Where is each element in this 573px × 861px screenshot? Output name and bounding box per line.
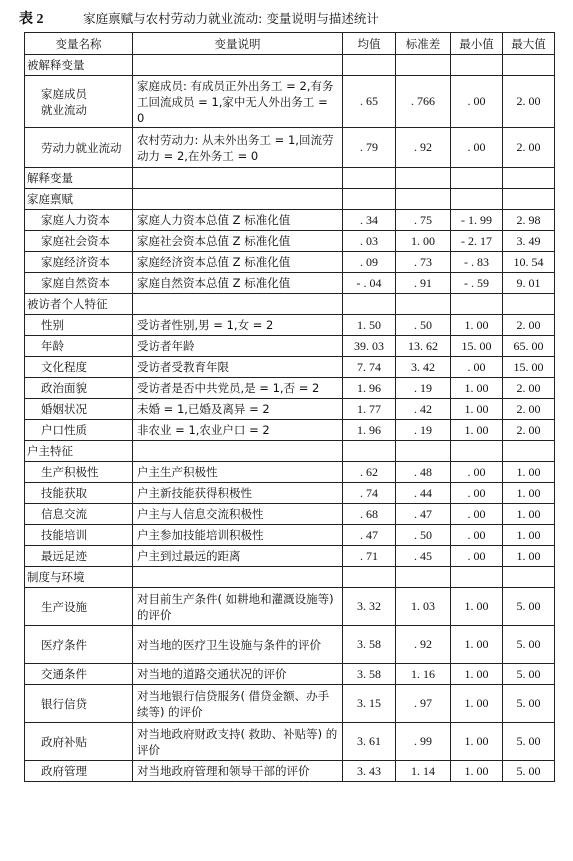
table-caption — [19, 8, 379, 28]
max-value: 5. 00 — [503, 685, 555, 723]
variable-description: 受访者是否中共党员,是 = 1,否 = 2 — [133, 378, 343, 399]
category-row — [25, 55, 555, 76]
min-value: . 00 — [451, 546, 503, 567]
variable-description: 户主与人信息交流积极性 — [133, 504, 343, 525]
min-value: 1. 00 — [451, 685, 503, 723]
table-row — [25, 273, 555, 294]
empty-cell — [451, 168, 503, 189]
mean-value: . 74 — [343, 483, 396, 504]
sd-value: . 42 — [396, 399, 451, 420]
max-value: 5. 00 — [503, 664, 555, 685]
variable-name: 银行信贷 — [25, 685, 133, 723]
table-row — [25, 525, 555, 546]
min-value: - . 59 — [451, 273, 503, 294]
min-value: 1. 00 — [451, 723, 503, 761]
sd-value: . 19 — [396, 420, 451, 441]
variable-name: 家庭经济资本 — [25, 252, 133, 273]
max-value: 3. 49 — [503, 231, 555, 252]
mean-value: 3. 58 — [343, 664, 396, 685]
max-value: 9. 01 — [503, 273, 555, 294]
col-header-min: 最小值 — [451, 33, 503, 55]
variable-description: 对当地政府管理和领导干部的评价 — [133, 761, 343, 782]
min-value: . 00 — [451, 462, 503, 483]
variable-name: 技能培训 — [25, 525, 133, 546]
mean-value: 3. 32 — [343, 588, 396, 626]
mean-value: 1. 50 — [343, 315, 396, 336]
empty-cell — [451, 567, 503, 588]
variable-name: 最远足迹 — [25, 546, 133, 567]
sd-value: . 99 — [396, 723, 451, 761]
variable-description: 对目前生产条件( 如耕地和灌溉设施等) 的评价 — [133, 588, 343, 626]
mean-value: . 47 — [343, 525, 396, 546]
empty-cell — [396, 168, 451, 189]
variable-name: 交通条件 — [25, 664, 133, 685]
max-value: 2. 00 — [503, 315, 555, 336]
max-value: 2. 00 — [503, 76, 555, 128]
mean-value: 3. 61 — [343, 723, 396, 761]
mean-value: 3. 43 — [343, 761, 396, 782]
mean-value: . 68 — [343, 504, 396, 525]
category-label: 被解释变量 — [25, 55, 133, 76]
sd-value: . 91 — [396, 273, 451, 294]
min-value: . 00 — [451, 128, 503, 168]
variable-name: 家庭成员 就业流动 — [25, 76, 133, 128]
category-label: 被访者个人特征 — [25, 294, 133, 315]
sd-value: . 97 — [396, 685, 451, 723]
sd-value: 13. 62 — [396, 336, 451, 357]
table-row — [25, 664, 555, 685]
table-row — [25, 76, 555, 128]
variable-description: 户主参加技能培训积极性 — [133, 525, 343, 546]
variable-name: 政府管理 — [25, 761, 133, 782]
table-row — [25, 483, 555, 504]
sd-value: . 48 — [396, 462, 451, 483]
empty-cell — [503, 168, 555, 189]
min-value: 1. 00 — [451, 761, 503, 782]
empty-cell — [133, 294, 343, 315]
variable-description: 对当地的医疗卫生设施与条件的评价 — [133, 626, 343, 664]
col-header-sd: 标准差 — [396, 33, 451, 55]
sd-value: . 92 — [396, 626, 451, 664]
empty-cell — [503, 567, 555, 588]
col-header-variable: 变量名称 — [25, 33, 133, 55]
max-value: 2. 00 — [503, 128, 555, 168]
mean-value: - . 04 — [343, 273, 396, 294]
variable-description: 受访者性别,男 = 1,女 = 2 — [133, 315, 343, 336]
variable-description: 对当地政府财政支持( 救助、补贴等) 的评价 — [133, 723, 343, 761]
min-value: 1. 00 — [451, 399, 503, 420]
mean-value: . 34 — [343, 210, 396, 231]
empty-cell — [451, 441, 503, 462]
sd-value: . 766 — [396, 76, 451, 128]
min-value: . 00 — [451, 76, 503, 128]
variable-name: 政治面貌 — [25, 378, 133, 399]
mean-value: 3. 58 — [343, 626, 396, 664]
empty-cell — [503, 189, 555, 210]
category-row — [25, 189, 555, 210]
table-row — [25, 336, 555, 357]
table-row — [25, 504, 555, 525]
table-row — [25, 231, 555, 252]
variable-description: 家庭成员: 有成员正外出务工 = 2,有务工回流成员 = 1,家中无人外出务工 = 0 — [133, 76, 343, 128]
table-row — [25, 462, 555, 483]
variable-description: 受访者年龄 — [133, 336, 343, 357]
empty-cell — [451, 55, 503, 76]
empty-cell — [343, 189, 396, 210]
table-row — [25, 588, 555, 626]
variable-description: 家庭社会资本总值 Z 标准化值 — [133, 231, 343, 252]
max-value: 1. 00 — [503, 546, 555, 567]
category-row — [25, 441, 555, 462]
empty-cell — [343, 294, 396, 315]
mean-value: 3. 15 — [343, 685, 396, 723]
sd-value: 1. 03 — [396, 588, 451, 626]
min-value: - 2. 17 — [451, 231, 503, 252]
min-value: 1. 00 — [451, 588, 503, 626]
variable-description: 户主到过最远的距离 — [133, 546, 343, 567]
max-value: 5. 00 — [503, 761, 555, 782]
empty-cell — [133, 168, 343, 189]
mean-value: 7. 74 — [343, 357, 396, 378]
min-value: . 00 — [451, 504, 503, 525]
variable-name: 年龄 — [25, 336, 133, 357]
empty-cell — [396, 294, 451, 315]
variable-description: 户主新技能获得积极性 — [133, 483, 343, 504]
mean-value: . 71 — [343, 546, 396, 567]
col-header-description: 变量说明 — [133, 33, 343, 55]
sd-value: . 44 — [396, 483, 451, 504]
header-row — [25, 33, 555, 55]
min-value: 1. 00 — [451, 664, 503, 685]
variable-name: 户口性质 — [25, 420, 133, 441]
variable-name: 家庭人力资本 — [25, 210, 133, 231]
sd-value: 1. 16 — [396, 664, 451, 685]
mean-value: 1. 96 — [343, 420, 396, 441]
table-row — [25, 420, 555, 441]
variable-description: 家庭经济资本总值 Z 标准化值 — [133, 252, 343, 273]
empty-cell — [396, 441, 451, 462]
max-value: 1. 00 — [503, 462, 555, 483]
variable-name: 文化程度 — [25, 357, 133, 378]
sd-value: 1. 00 — [396, 231, 451, 252]
max-value: 5. 00 — [503, 588, 555, 626]
empty-cell — [451, 189, 503, 210]
mean-value: . 09 — [343, 252, 396, 273]
min-value: 1. 00 — [451, 315, 503, 336]
table-row — [25, 761, 555, 782]
empty-cell — [343, 441, 396, 462]
table-row — [25, 252, 555, 273]
table-row — [25, 128, 555, 168]
col-header-max: 最大值 — [503, 33, 555, 55]
col-header-mean: 均值 — [343, 33, 396, 55]
variable-name: 婚姻状况 — [25, 399, 133, 420]
variable-name: 政府补贴 — [25, 723, 133, 761]
empty-cell — [133, 441, 343, 462]
sd-value: . 50 — [396, 525, 451, 546]
table-row — [25, 546, 555, 567]
table-row — [25, 685, 555, 723]
variable-name: 生产积极性 — [25, 462, 133, 483]
empty-cell — [133, 567, 343, 588]
max-value: 1. 00 — [503, 504, 555, 525]
min-value: - 1. 99 — [451, 210, 503, 231]
mean-value: 39. 03 — [343, 336, 396, 357]
max-value: 5. 00 — [503, 723, 555, 761]
variable-name: 劳动力就业流动 — [25, 128, 133, 168]
statistics-table — [24, 32, 555, 782]
table-row — [25, 210, 555, 231]
sd-value: 3. 42 — [396, 357, 451, 378]
mean-value: 1. 96 — [343, 378, 396, 399]
empty-cell — [343, 168, 396, 189]
table-row — [25, 626, 555, 664]
variable-name: 性别 — [25, 315, 133, 336]
min-value: . 00 — [451, 483, 503, 504]
variable-name: 家庭社会资本 — [25, 231, 133, 252]
category-label: 制度与环境 — [25, 567, 133, 588]
max-value: 1. 00 — [503, 483, 555, 504]
table-number: 表 2 — [19, 12, 44, 27]
max-value: 2. 98 — [503, 210, 555, 231]
empty-cell — [503, 441, 555, 462]
empty-cell — [396, 55, 451, 76]
min-value: 1. 00 — [451, 420, 503, 441]
table-row — [25, 357, 555, 378]
category-label: 家庭禀赋 — [25, 189, 133, 210]
empty-cell — [133, 55, 343, 76]
max-value: 5. 00 — [503, 626, 555, 664]
empty-cell — [396, 567, 451, 588]
table-row — [25, 399, 555, 420]
category-label: 解释变量 — [25, 168, 133, 189]
mean-value: . 03 — [343, 231, 396, 252]
empty-cell — [503, 55, 555, 76]
min-value: . 00 — [451, 525, 503, 546]
max-value: 2. 00 — [503, 399, 555, 420]
variable-description: 家庭自然资本总值 Z 标准化值 — [133, 273, 343, 294]
variable-name: 信息交流 — [25, 504, 133, 525]
sd-value: . 73 — [396, 252, 451, 273]
empty-cell — [343, 567, 396, 588]
empty-cell — [396, 189, 451, 210]
variable-name: 家庭自然资本 — [25, 273, 133, 294]
max-value: 15. 00 — [503, 357, 555, 378]
variable-description: 户主生产积极性 — [133, 462, 343, 483]
mean-value: . 62 — [343, 462, 396, 483]
min-value: 1. 00 — [451, 626, 503, 664]
min-value: - . 83 — [451, 252, 503, 273]
variable-description: 非农业 = 1,农业户口 = 2 — [133, 420, 343, 441]
sd-value: . 47 — [396, 504, 451, 525]
table-title: 家庭禀赋与农村劳动力就业流动: 变量说明与描述统计 — [83, 11, 379, 26]
sd-value: . 92 — [396, 128, 451, 168]
empty-cell — [451, 294, 503, 315]
variable-description: 受访者受教育年限 — [133, 357, 343, 378]
sd-value: . 50 — [396, 315, 451, 336]
category-row — [25, 567, 555, 588]
max-value: 2. 00 — [503, 378, 555, 399]
max-value: 2. 00 — [503, 420, 555, 441]
table-body — [25, 55, 555, 782]
variable-description: 家庭人力资本总值 Z 标准化值 — [133, 210, 343, 231]
category-row — [25, 294, 555, 315]
variable-name: 技能获取 — [25, 483, 133, 504]
min-value: 15. 00 — [451, 336, 503, 357]
category-label: 户主特征 — [25, 441, 133, 462]
variable-description: 农村劳动力: 从未外出务工 = 1,回流劳动力 = 2,在外务工 = 0 — [133, 128, 343, 168]
category-row — [25, 168, 555, 189]
mean-value: 1. 77 — [343, 399, 396, 420]
mean-value: . 79 — [343, 128, 396, 168]
table-row — [25, 315, 555, 336]
table-row — [25, 723, 555, 761]
max-value: 1. 00 — [503, 525, 555, 546]
empty-cell — [343, 55, 396, 76]
mean-value: . 65 — [343, 76, 396, 128]
max-value: 10. 54 — [503, 252, 555, 273]
variable-description: 对当地银行信贷服务( 借贷金额、办手续等) 的评价 — [133, 685, 343, 723]
variable-description: 未婚 = 1,已婚及离异 = 2 — [133, 399, 343, 420]
variable-name: 医疗条件 — [25, 626, 133, 664]
min-value: 1. 00 — [451, 378, 503, 399]
variable-name: 生产设施 — [25, 588, 133, 626]
sd-value: 1. 14 — [396, 761, 451, 782]
empty-cell — [503, 294, 555, 315]
variable-description: 对当地的道路交通状况的评价 — [133, 664, 343, 685]
sd-value: . 45 — [396, 546, 451, 567]
sd-value: . 75 — [396, 210, 451, 231]
max-value: 65. 00 — [503, 336, 555, 357]
table-row — [25, 378, 555, 399]
sd-value: . 19 — [396, 378, 451, 399]
empty-cell — [133, 189, 343, 210]
min-value: . 00 — [451, 357, 503, 378]
